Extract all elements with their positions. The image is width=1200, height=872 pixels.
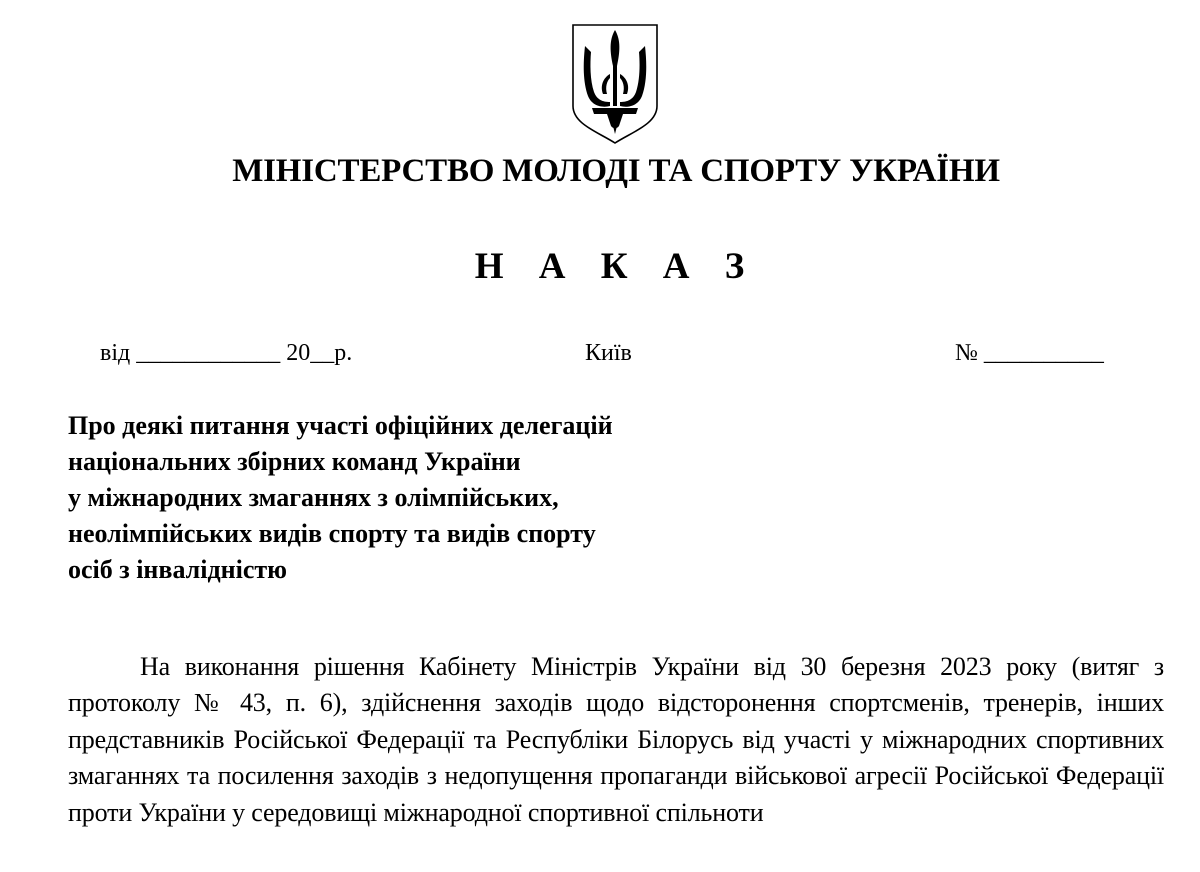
order-subject [68, 408, 788, 588]
body-paragraph: На виконання рішення Кабінету Міністрів України від 30 березня 2023 року (витяг з протоколу № 43, п. 6), здійснення заходів щодо відсторонення спортсменів, тренерів, інших представників Російської Федерації та Республіки Білорусь від участі у міжнародних спортивних змаганнях та посилення заходів з недопущення пропаганди військової агресії Російської Федерації проти України у середовищі міжнародної спортивної спільноти [68, 652, 1164, 827]
subject-line: у міжнародних змаганнях з олімпійських, [68, 483, 559, 512]
order-city: Київ [585, 340, 632, 366]
subject-line: неолімпійських видів спорту та видів спорту [68, 519, 596, 548]
trident-icon [570, 22, 660, 146]
subject-line: національних збірних команд України [68, 447, 521, 476]
order-number-field: № __________ [955, 340, 1104, 366]
ministry-name: МІНІСТЕРСТВО МОЛОДІ ТА СПОРТУ УКРАЇНИ [232, 153, 1000, 189]
order-date-field: від ____________ 20__р. [100, 340, 353, 366]
subject-line: осіб з інвалідністю [68, 555, 288, 584]
subject-line: Про деякі питання участі офіційних делегацій [68, 411, 613, 440]
document-type-title: Н А К А З [474, 246, 758, 287]
